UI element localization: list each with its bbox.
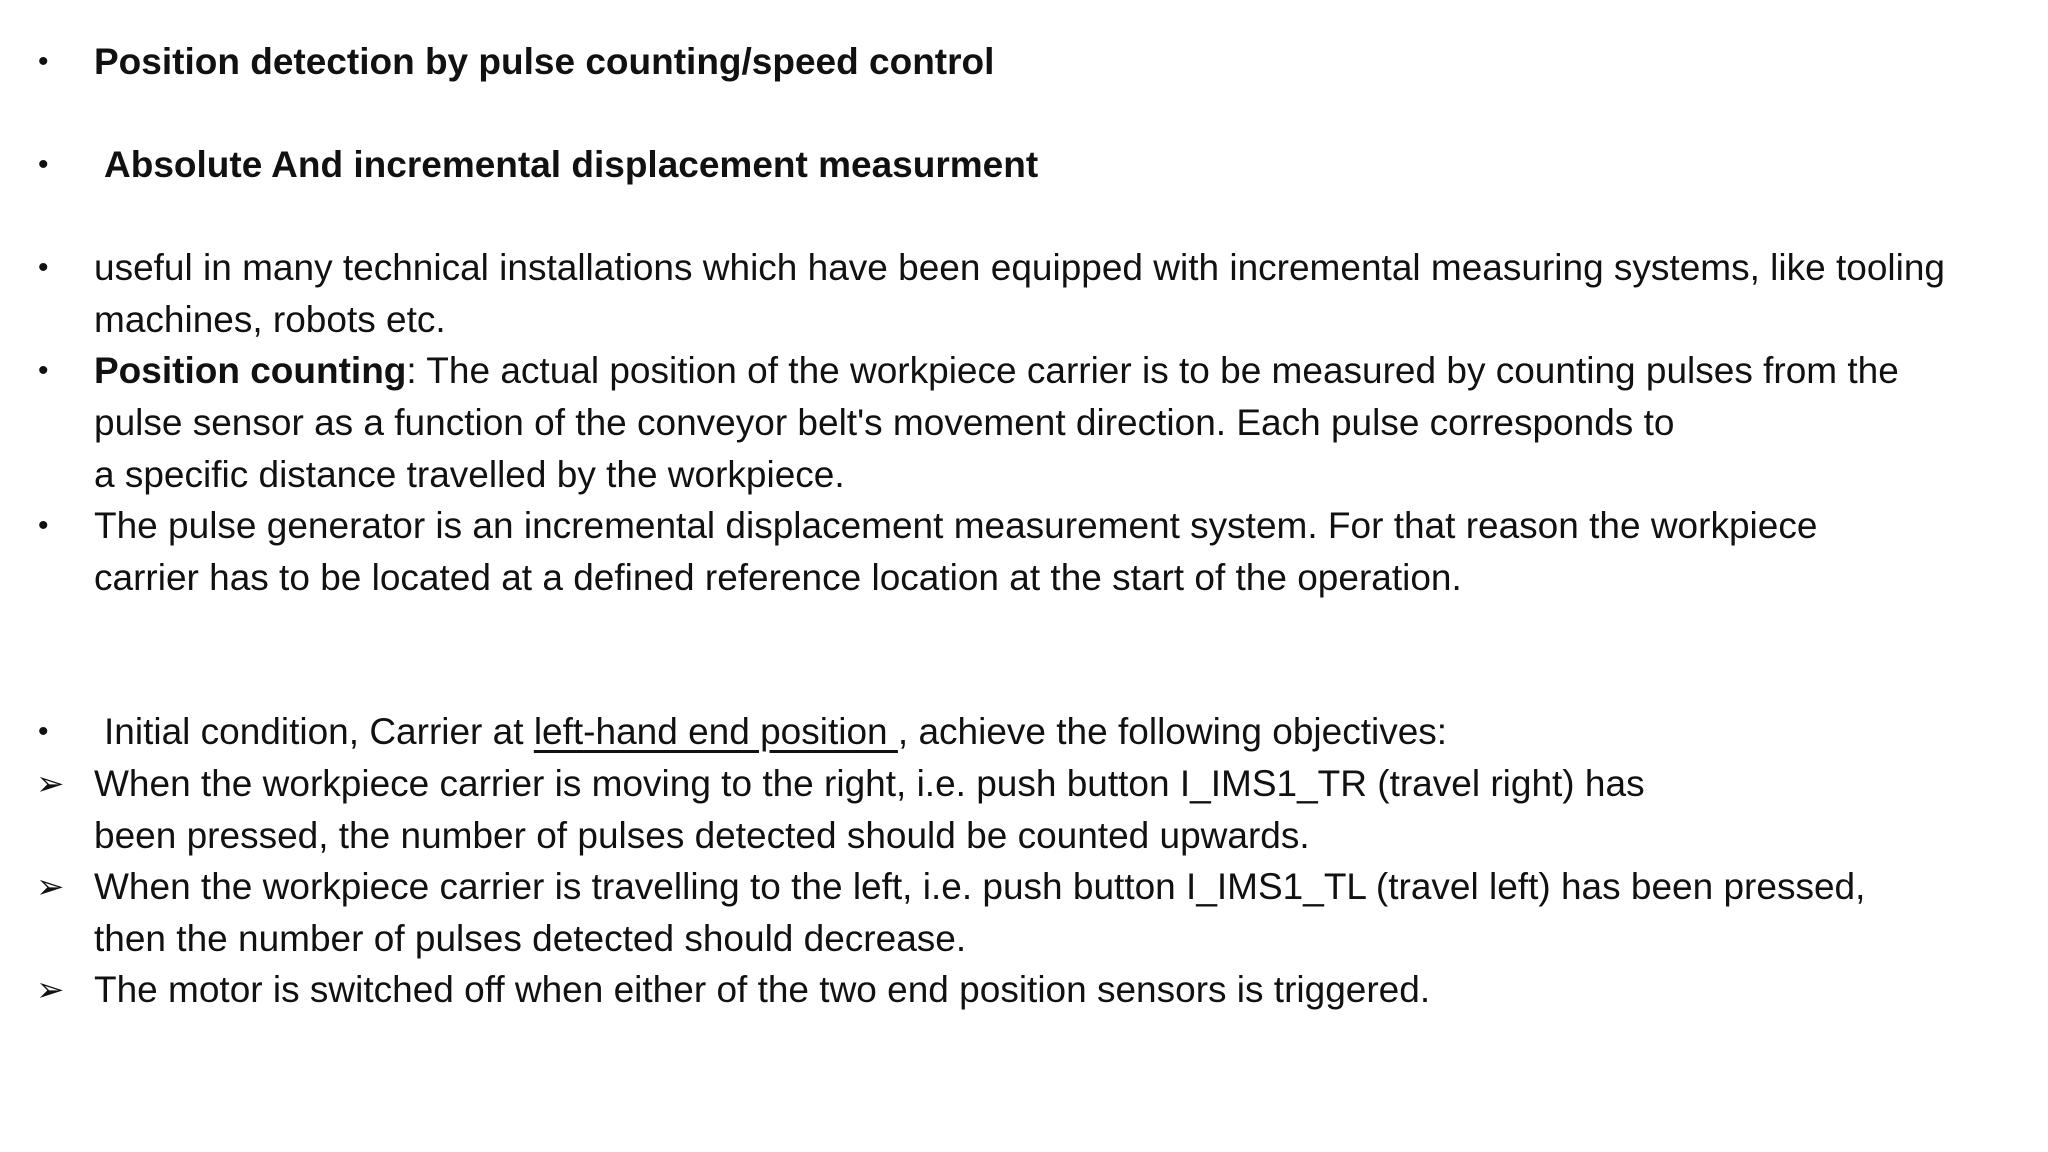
bullet-item-pulse-generator <box>36 500 2026 604</box>
bullet-line: carrier has to be located at a defined reference location at the start of the operation. <box>94 557 1462 598</box>
bullet-icon: • <box>38 45 49 78</box>
bold-term: Position counting <box>94 350 407 391</box>
arrow-bullet-icon: ➢ <box>36 765 65 803</box>
bullet-icon: • <box>38 354 49 387</box>
bullet-text-post: , achieve the following objectives: <box>897 711 1448 752</box>
bullet-text: useful in many technical installations which have been equipped with incremental measuring systems, like tooling machines, robots etc. <box>94 247 1945 340</box>
bullet-text: Position detection by pulse counting/speed control <box>94 41 995 82</box>
objective-text <box>94 758 2026 862</box>
bullet-item-initial-condition <box>36 706 2026 758</box>
bullet-item-displacement-measurement <box>36 139 2026 191</box>
bullet-item-useful-installations <box>36 242 2026 346</box>
bullet-item-position-detection <box>36 36 2026 88</box>
objective-line: The motor is switched off when either of the two end position sensors is triggered. <box>94 969 1431 1010</box>
objective-text <box>94 861 2026 965</box>
objective-line: When the workpiece carrier is travelling to the left, i.e. push button I_IMS1_TL (travel left) has been pressed, <box>94 866 1866 907</box>
bullet-icon: • <box>38 251 49 284</box>
bullet-item-position-counting <box>36 345 2026 501</box>
bullet-text <box>94 500 2026 604</box>
bullet-line: The pulse generator is an incremental displacement measurement system. For that reason the workpiece <box>94 505 1818 546</box>
bullet-line: a specific distance travelled by the workpiece. <box>94 454 845 495</box>
arrow-bullet-icon: ➢ <box>36 971 65 1009</box>
bullet-icon: • <box>38 509 49 542</box>
bullet-line <box>94 345 2026 397</box>
bullet-text <box>104 706 2026 758</box>
bullet-text-pre: Initial condition, Carrier at <box>104 711 534 752</box>
bullet-line: pulse sensor as a function of the conveyor belt's movement direction. Each pulse corresponds to <box>94 402 1675 443</box>
objective-item-travel-right <box>36 758 2026 862</box>
bullet-text: Absolute And incremental displacement measurment <box>104 144 1039 185</box>
objective-line: been pressed, the number of pulses detected should be counted upwards. <box>94 815 1310 856</box>
bullet-icon: • <box>38 148 49 181</box>
arrow-bullet-icon: ➢ <box>36 868 65 906</box>
objective-text <box>94 964 2026 1016</box>
bullet-icon: • <box>38 715 49 748</box>
underlined-term: left-hand end position <box>533 711 898 752</box>
objective-item-travel-left <box>36 861 2026 965</box>
objective-line: When the workpiece carrier is moving to the right, i.e. push button I_IMS1_TR (travel right) has <box>94 763 1645 804</box>
objective-line: then the number of pulses detected should decrease. <box>94 918 967 959</box>
objective-item-motor-off <box>36 964 2026 1016</box>
bullet-line-rest: : The actual position of the workpiece carrier is to be measured by counting pulses from the <box>406 350 1899 391</box>
bullet-text <box>94 345 2026 501</box>
